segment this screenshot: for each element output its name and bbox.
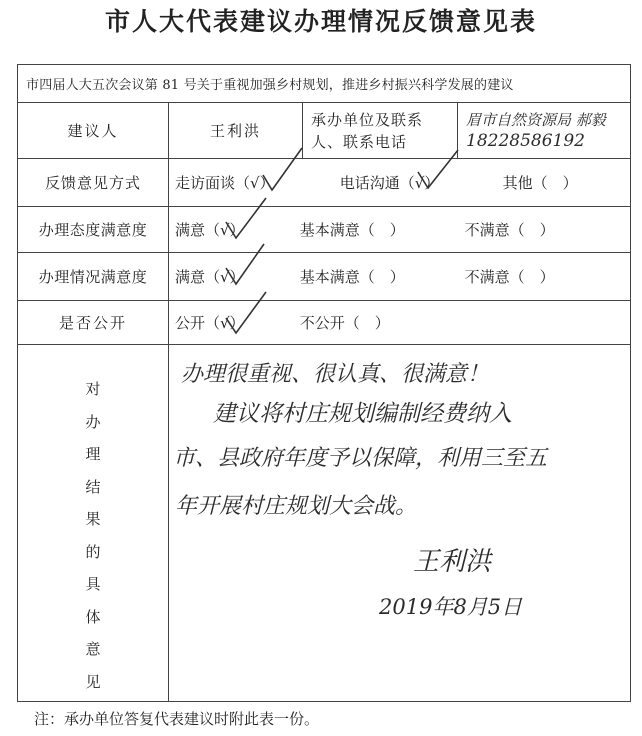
opinion-label-char: 结 bbox=[85, 477, 101, 496]
public-row bbox=[18, 301, 631, 345]
opinion-line-4: 年开展村庄规划大会战。 bbox=[175, 494, 418, 519]
topic-row bbox=[18, 65, 631, 103]
opinion-line-3: 市、县政府年度予以保障，利用三至五 bbox=[173, 446, 548, 471]
opinion-label-char: 对 bbox=[85, 380, 101, 398]
handler-unit-handwritten: 眉市自然资源局 郝毅 bbox=[466, 110, 606, 129]
attitude-row bbox=[18, 207, 631, 253]
public-options bbox=[169, 301, 631, 345]
opinion-label-char: 体 bbox=[85, 607, 101, 626]
handler-phone-handwritten: 18228586192 bbox=[466, 130, 585, 151]
option-basically-satisfied: 基本满意（ ） bbox=[299, 268, 405, 286]
option-unsatisfied: 不满意（ ） bbox=[464, 268, 555, 286]
opinion-label bbox=[18, 345, 169, 702]
opinion-content bbox=[169, 345, 631, 702]
proposer-row bbox=[18, 103, 631, 159]
proposer-name: 王利洪 bbox=[169, 103, 303, 159]
opinion-line-1: 办理很重视、很认真、很满意！ bbox=[181, 362, 490, 387]
opinion-label-char: 的 bbox=[85, 542, 101, 561]
opinion-label-char: 理 bbox=[85, 445, 101, 463]
result-satisfaction-label: 办理情况满意度 bbox=[18, 253, 169, 301]
option-unsatisfied: 不满意（ ） bbox=[464, 221, 555, 239]
opinion-label-char: 意 bbox=[85, 640, 101, 658]
option-not-public: 不公开（ ） bbox=[299, 314, 390, 332]
result-satisfaction-row bbox=[18, 253, 631, 301]
result-satisfaction-options bbox=[169, 253, 631, 301]
feedback-method-label: 反馈意见方式 bbox=[18, 159, 169, 207]
opinion-label-char: 见 bbox=[85, 672, 101, 691]
signature-date: 2019年8月5日 bbox=[379, 595, 523, 619]
option-other: 其他（ ） bbox=[502, 174, 578, 192]
option-visit: 走访面谈（√） bbox=[175, 174, 275, 192]
attitude-label: 办理态度满意度 bbox=[18, 207, 169, 253]
footer-note: 注：承办单位答复代表建议时附此表一份。 bbox=[34, 710, 320, 728]
feedback-method-row bbox=[18, 159, 631, 207]
option-satisfied: 满意（√） bbox=[175, 221, 245, 239]
opinion-label-char: 具 bbox=[85, 575, 101, 593]
proposer-label: 建议人 bbox=[18, 103, 169, 159]
option-phone: 电话沟通（√） bbox=[339, 174, 440, 192]
opinion-line-2: 建议将村庄规划编制经费纳入 bbox=[213, 401, 512, 427]
form-title: 市人大代表建议办理情况反馈意见表 bbox=[104, 7, 537, 36]
signature: 王利洪 bbox=[413, 547, 492, 577]
feedback-form-table bbox=[17, 64, 631, 702]
handler-label: 承办单位及联系人、联系电话 bbox=[303, 103, 458, 159]
option-basically-satisfied: 基本满意（ ） bbox=[299, 221, 405, 239]
handler-contact bbox=[458, 103, 631, 159]
public-label: 是否公开 bbox=[18, 301, 169, 345]
option-public: 公开（√） bbox=[175, 314, 245, 332]
opinion-label-char: 果 bbox=[85, 510, 101, 528]
feedback-method-options bbox=[169, 159, 631, 207]
opinion-row bbox=[18, 345, 631, 702]
option-satisfied: 满意（√） bbox=[175, 268, 245, 286]
topic-text: 市四届人大五次会议第 81 号关于重视加强乡村规划，推进乡村振兴科学发展的建议 bbox=[18, 65, 631, 103]
attitude-options bbox=[169, 207, 631, 253]
opinion-label-char: 办 bbox=[85, 412, 101, 431]
